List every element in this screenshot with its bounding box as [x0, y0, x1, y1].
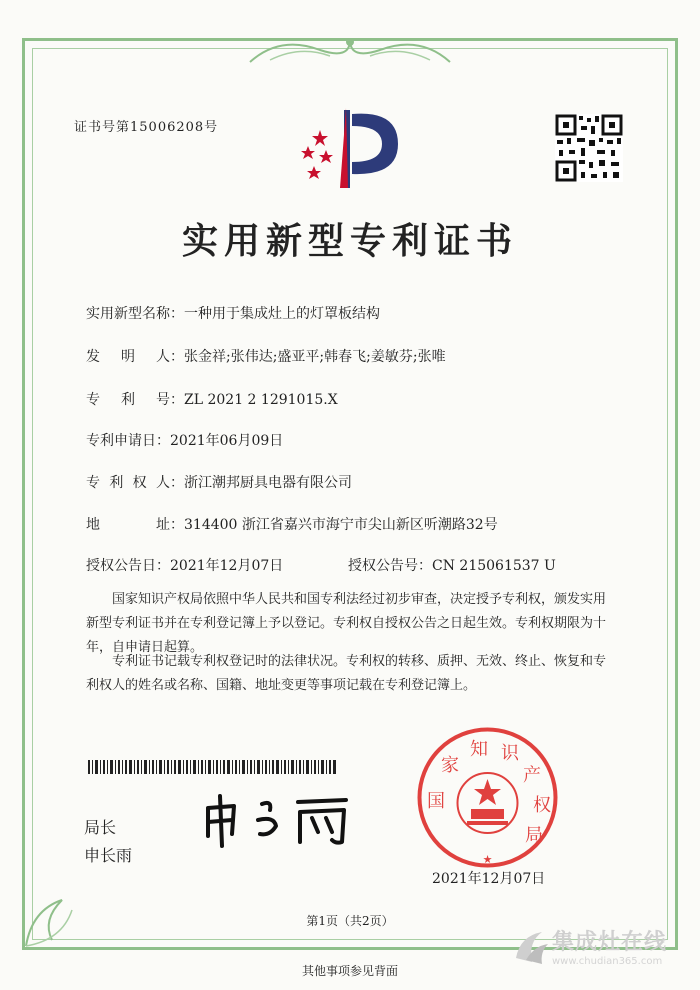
field-patentee: 专 利 权 人 ：浙江潮邦厨具电器有限公司 [86, 472, 352, 492]
field-utility-model-name [86, 303, 380, 323]
field-label: 实用新型名称： [86, 306, 184, 322]
handwritten-signature [200, 790, 360, 850]
field-grant-date [86, 555, 283, 575]
field-value: 314400 浙江省嘉兴市海宁市尖山新区听潮路32号 [184, 517, 498, 533]
barcode [88, 760, 338, 774]
field-label: 发 明 人 [86, 349, 170, 365]
certificate-title: 实用新型专利证书 [181, 220, 518, 262]
field-label: 专 利 权 人 [86, 475, 170, 491]
watermark-logo-icon [512, 926, 552, 966]
field-grant-number [348, 555, 556, 575]
field-value: 2021年06月09日 [170, 433, 284, 449]
patent-office-logo [290, 100, 410, 195]
field-label: 授权公告号： [348, 558, 432, 574]
watermark-brand: 集成灶在线 [552, 930, 668, 955]
page-number: 第1页（共2页） [306, 914, 394, 928]
field-value: 浙江潮邦厨具电器有限公司 [184, 475, 352, 491]
svg-text:★: ★ [482, 853, 493, 866]
back-note: 其他事项参见背面 [301, 964, 398, 978]
field-label: 专利申请日： [86, 433, 170, 449]
site-watermark [512, 925, 667, 967]
field-patent-number: 专 利 号 ：ZL 2021 2 1291015.X [86, 389, 338, 409]
field-value: 一种用于集成灶上的灯罩板结构 [184, 306, 380, 322]
field-label: 地 址 [86, 517, 170, 533]
seal-date: 2021年12月07日 [432, 871, 546, 887]
field-value: ZL 2021 2 1291015.X [184, 392, 338, 408]
field-address: 地 址 ：314400 浙江省嘉兴市海宁市尖山新区听潮路32号 [86, 514, 498, 534]
field-label: 授权公告日： [86, 558, 170, 574]
field-value: CN 215061537 U [432, 558, 556, 574]
field-value: 张金祥;张伟达;盛亚平;韩春飞;姜敏芬;张唯 [184, 349, 446, 365]
body-paragraph-1: 国家知识产权局依照中华人民共和国专利法经过初步审查，决定授予专利权，颁发实用新型专利证书并在专利登记簿上予以登记。专利权自授权公告之日起生效。专利权期限为十年，自申请日起算。 [86, 592, 607, 655]
seal-text-ring: 国 家 知 识 产 权 局 [427, 739, 551, 846]
watermark-url: www.chudian365.com [552, 956, 663, 967]
field-filing-date [86, 430, 283, 450]
officer-name: 申长雨 [84, 846, 133, 865]
certificate-number: 证书号第15006208号 [74, 120, 219, 135]
field-value: 2021年12月07日 [170, 558, 284, 574]
qr-code [555, 114, 623, 182]
top-ornament [240, 30, 460, 70]
field-inventors: 发 明 人 ：张金祥;张伟达;盛亚平;韩春飞;姜敏芬;张唯 [86, 346, 446, 366]
body-paragraph-2: 专利证书记载专利权登记时的法律状况。专利权的转移、质押、无效、终止、恢复和专利权人的姓名或名称、国籍、地址变更等事项记载在专利登记簿上。 [86, 654, 607, 693]
field-label: 专 利 号 [86, 392, 170, 408]
officer-title: 局长 [84, 818, 117, 837]
corner-ornament-bottom-left [22, 870, 102, 950]
